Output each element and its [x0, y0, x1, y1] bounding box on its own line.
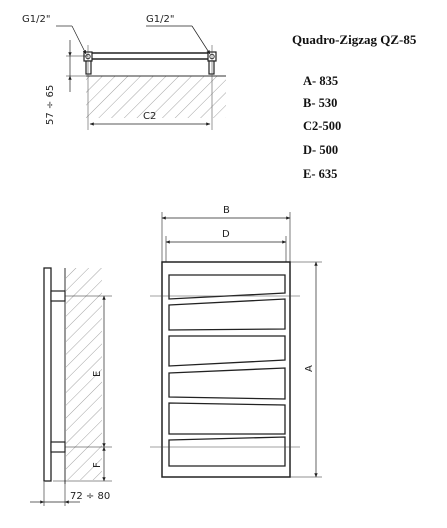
- label-pipe-left: G1/2": [22, 14, 51, 25]
- bracket-left: [86, 61, 91, 74]
- label-e: E: [92, 370, 103, 377]
- panel-4: [169, 368, 285, 399]
- panel-2: [169, 299, 285, 330]
- spec-e: E- 635: [303, 167, 338, 181]
- panel-6: [169, 437, 285, 466]
- bracket-bottom: [51, 442, 65, 452]
- spec-d: D- 500: [303, 143, 339, 157]
- label-f: F: [92, 462, 103, 468]
- spec-b: B- 530: [303, 96, 338, 110]
- label-pipe-right: G1/2": [146, 14, 175, 25]
- spec-a: A- 835: [303, 74, 339, 88]
- top-view: [22, 14, 226, 130]
- top-rail: [88, 53, 212, 59]
- panel-3: [169, 336, 285, 366]
- front-view: [150, 205, 322, 477]
- label-c2: C2: [143, 111, 157, 122]
- panel-5: [169, 403, 285, 434]
- radiator-profile: [44, 268, 51, 481]
- label-depth-top: 57 ÷ 65: [45, 84, 56, 125]
- product-title: Quadro-Zigzag QZ-85: [292, 32, 417, 47]
- bracket-top: [51, 291, 65, 301]
- spec-c2: C2-500: [303, 119, 342, 133]
- label-a: A: [304, 365, 315, 372]
- bracket-right: [209, 61, 214, 74]
- label-d: D: [222, 229, 230, 240]
- label-depth-side: 72 ÷ 80: [70, 491, 111, 502]
- label-b: B: [223, 205, 230, 216]
- specs-block: [292, 32, 417, 181]
- side-view: [30, 268, 112, 506]
